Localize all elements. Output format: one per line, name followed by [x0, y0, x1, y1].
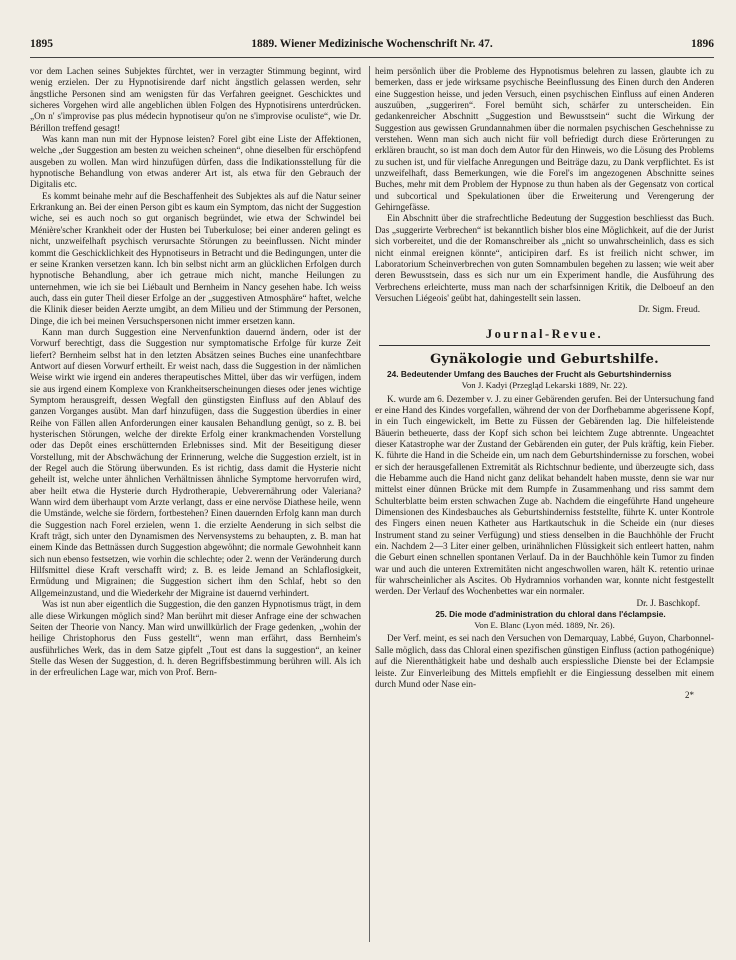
- paragraph: Es kommt beinahe mehr auf die Beschaffenheit des Subjektes als auf die Natur seiner Erkrankung an. Bei der einen Person gibt es kaum ein Symptom, das nicht der Suggestion wiche, sei es auch noch so gut organisch begründet, wie etwa der Schwindel bei Ménière'scher Krankheit oder der Husten bei Tuberkulose; bei einer anderen gelingt es nicht, unzweifelhaft psychisch verursachte Störungen zu beeinflussen. Nicht minder kommt die Geschicklichkeit des Hypnotiseurs in Betracht und die Bedingungen, unter die er seine Kranken versetzen kann. Ich bin selbst nicht arm an glücklichen Erfolgen durch hypnotische Behandlung, aber ich getraue mich nicht, manche Heilungen zu unternehmen, wie ich sie bei Liébault und Bernheim in Nancy gesehen habe. Ich weiss auch, dass ein guter Theil dieser Erfolge an der „suggestiven Atmosphäre“ haftet, welche die Klinik dieser beiden Aerzte umgibt, an dem Milieu und der Stimmung der Personen, Dinge, die ich bei meinen Versuchspersonen nicht immer ersetzen kann.: [30, 190, 361, 326]
- article-signature: Dr. J. Baschkopf.: [636, 597, 700, 608]
- header-rule: [30, 57, 714, 58]
- article-heading: 24. Bedeutender Umfang des Bauches der Frucht als Geburtshinderniss: [387, 369, 672, 380]
- signature-mark: 2*: [685, 690, 694, 701]
- page-number-left: 1895: [30, 38, 53, 50]
- article-source: Von J. Kadyi (Przegląd Lekarski 1889, Nr. 22).: [461, 380, 628, 391]
- section-subtitle: Gynäkologie und Geburtshilfe.: [430, 351, 659, 367]
- paragraph: Kann man durch Suggestion eine Nervenfunktion dauernd ändern, oder ist der Vorwurf berechtigt, dass die Suggestion nur symptomatische Erfolge für kurze Zeit liefert? Bernheim selbst hat in den letzten Absätzen seines Buches eine unanfechtbare Antwort auf diesen Vorwurf ertheilt. Er weist nach, dass die Suggestion in der nämlichen Weise wirkt wie irgend ein anderes therapeutisches Mittel, über das wir verfügen, indem sie aus irgend einem Komplexe von Krankheitserscheinungen dieses oder jenes wichtige Symptom herausgreift, dessen Wegfall den günstigsten Einfluss auf den Ablauf des ganzen Vorganges ausübt. Man darf hinzufügen, dass die Suggestion überdies in einer Reihe von Fällen allen Anforderungen einer kausalen Behandlung genügt, so z. B. bei hysterischen Störungen, welche der direkte Erfolg einer krankmachenden Vorstellung oder das Depôt eines erschütternden Erlebnisses sind. Mit der Beseitigung dieser Vorstellung, mit der Abschwächung der Erinnerung, welche die Suggestion erzielt, ist in der Regel auch die Störung überwunden. Es ist richtig, dass damit die Hysterie nicht geheilt ist, welche unter ähnlichen Verhältnissen ähnliche Symptome hervorrufen wird, aber heilt etwa die Hysterie durch Hydrotherapie, Uebverernährung oder Valeriana? Wann wird dem überhaupt vom Arzte verlangt, dass er eine nervöse Diathese heile, wenn die Umstände, welche sie fördern, fortbestehen? Einen dauernden Erfolg kann man durch die Suggestion nach Forel erzielen, wenn 1. die erzielte Aenderung in sich selbst die Kraft trägt, sich unter den Dynamismen des Nervensystems zu behaupten, z. B. man hat einem Kinde das Bettnässen durch Suggestion abgewöhnt; die normale Gewohnheit kann sich nun ebenso festsetzen, wie vorhin die schlechte; oder 2. wenn der Veränderung durch Hilfsmittel diese Kraft verschafft wird; z. B. es leide Jemand an Schlaflosigkeit, Ermüdung und Migrainen; die Suggestion sichert ihm den Schlaf, hebt so den Allgemeinzustand, und die Wiederkehr der Migraine ist dauernd verhindert.: [30, 326, 361, 598]
- column-divider: [369, 66, 370, 942]
- author-signature: Dr. Sigm. Freud.: [638, 304, 700, 315]
- page-header: [30, 38, 714, 56]
- section-title: Journal-Revue.: [485, 326, 604, 341]
- paragraph: Ein Abschnitt über die strafrechtliche Bedeutung der Suggestion beschliesst das Buch. Das „suggerirte Verbrechen“ ist bekanntlich bisher blos eine Möglichkeit, auf die der Jurist sich vorbereitet, und die der Romanschreiber als „nicht so unwahrscheinlich, dass es sich nicht einmal ereignen könnte“, anticipiren darf. Es ist freilich nicht schwer, im Laboratorium Scheinverbrechen von guten Somnambulen begehen zu lassen; wie weit aber deren Bewusstsein, dass es sich nur um ein Experiment handle, die Ausführung des Verbrechens erleichterte, muss man nach der scharfsinnigen Kritik, die Delboeuf an den Versuchen Liégeois' geübt hat, dahingestellt sein lassen.: [375, 213, 714, 303]
- paragraph: K. wurde am 6. Dezember v. J. zu einer Gebärenden gerufen. Bei der Untersuchung fand er eine Hand des Kindes vorgefallen, während der von der Dorfhebamme abgerissene Kopf, in ein Tuch eingewickelt, im Bette zu Füssen der Gebärenden lag. Die hilfeleistende Bäuerin betheuerte, dass der Kopf sich schon bei leichtem Zuge abtrennte. Ungeachtet dieser Katastrophe war der Zustand der Gebärenden ein guter, der Puls kräftig, kein Fieber. K. führte die Hand in die Scheide ein, um nach dem Geburtshindernisse zu forschen, wobei er sich der herausgefallenen Extremität als Richtschnur bediente, und überzeugte sich, dass die Hebamme auch die Hand nicht ganz delikat behandelt haben musste, denn sie war nur mittelst einer dünnen Brücke mit dem Rumpfe in Zusammenhang und riss sammt dem Schulterblatte beim ersten schwachen Zuge ab. Nachdem die eingeführte Hand ungeheure Dimensionen des Kindesbauches als Geburtshinderniss feststellte, führte K. unter Kontrole des Fingers einen neuen Katheter aus Hartkautschuk in die Scheide ein (nur dieses Instrument stand zu seiner Verfügung) und stiess denselben in die Bauchhöhle der Frucht ein. Nachdem 2—3 Liter einer gelben, urinähnlichen Flüssigkeit sich entleert hatten, nahm die Geburt einen schnellen spontanen Verlauf. Da in der Bauchhöhle kein Tumor zu finden war und auch die unteren Extremitäten nicht angeschwollen waren, hält K. retentio urinae für wahrscheinlicher als Ascites. Ob Hydramnios vorhanden war, konnte nicht festgestellt werden. Der Verlauf des Wochenbettes war ein normaler.: [375, 393, 714, 597]
- article-source: Von E. Blanc (Lyon méd. 1889, Nr. 26).: [474, 620, 615, 631]
- paragraph: Was kann man nun mit der Hypnose leisten? Forel gibt eine Liste der Affektionen, welche „der Suggestion am besten zu weichen scheinen“, ohne dieselben für erschöpfend ausgeben zu wollen. Man wird hinzufügen dürfen, dass die Indikationsstellung für die hypnotische Behandlung von etwas anderer Art ist, als etwa für den Gebrauch der Digitalis etc.: [30, 134, 361, 190]
- paragraph: Was ist nun aber eigentlich die Suggestion, die den ganzen Hypnotismus trägt, in dem alle diese Wirkungen möglich sind? Man berührt mit dieser Anfrage eine der schwachen Seiten der Theorie von Nancy. Man wird unwillkürlich der Frage gedenken, „wohin der heilige Christophorus den Fuss gestellt“, wenn man erfährt, dass Bernheim's ausführliches Werk, das in dem Satze gipfelt „Tout est dans la suggestion“, an keiner Stelle das Wesen der Suggestion, d. h. deren Begriffsbestimmung berühren will. Als ich in der erfreulichen Lage war, mich von Prof. Bern-: [30, 599, 361, 678]
- right-column: [375, 66, 714, 950]
- left-column: [30, 66, 361, 950]
- paragraph: heim persönlich über die Probleme des Hypnotismus belehren zu lassen, glaubte ich zu bemerken, dass er jede wirksame psychische Beeinflussung des Einen durch den Anderen eine Suggestion heisse, und jeden Versuch, einen psychischen Einfluss auf einen Anderen auszuüben, „suggeriren“. Forel bemüht sich, schärfer zu unterscheiden. Ein gedankenreicher Abschnitt „Suggestion und Bewusstsein“ sucht die Wirkung der Suggestion aus gewissen Grundannahmen über die normalen psychischen Geschehnisse zu verstehen. Wenn man sich auch nicht für voll befriedigt durch diese Erörterungen zu erklären braucht, so ist man doch dem Autor für den Hinweis, wo die Lösung des Problems zu suchen ist, und für vielfache Anregungen und Beiträge dazu, zu Dank verpflichtet. Es ist unzweifelhaft, dass Bemerkungen, wie die Forel's im angezogenen Abschnitte seines Buches, mehr mit dem Problem der Hypnose zu thun haben als der Gegensatz von cortical und subcortical und Spekulationen über die Erweiterung und Verengerung der Gehirngefässe.: [375, 66, 714, 213]
- page-number-right: 1896: [691, 38, 714, 50]
- journal-title: 1889. Wiener Medizinische Wochenschrift Nr. 47.: [251, 38, 493, 50]
- paragraph: vor dem Lachen seines Subjektes fürchtet, wer in verzagter Stimmung beginnt, wird wenig erzielen. Der zu Hypnotisirende darf nicht ängstlich gelassen werden, sehr ängstliche Personen sind am wenigsten für das Verfahren geeignet. Geschicktes und sicheres Vorgehen wird alle angeblichen üblen Folgen des Hypnotisirens unterdrücken. „On n' s'improvise pas plus médecin hypnotiseur qu'on ne s'improvise oculiste“, wie Dr. Bérillon treffend gesagt!: [30, 66, 361, 133]
- section-rule: [379, 345, 710, 346]
- paragraph: Der Verf. meint, es sei nach den Versuchen von Demarquay, Labbé, Guyon, Charbonnel-Salle möglich, dass das Chloral einen spezifischen günstigen Einfluss (action pathogénique) auf die Nierenthätigkeit habe und deshalb auch erspiessliche Dienste bei der Eclampsie leiste. Zur Einverleibung des Mittels empfiehlt er die Eingiessung desselben mit einem durch Mund oder Nase ein-: [375, 633, 714, 689]
- article-heading: 25. Die mode d'administration du chloral dans l'éclampsie.: [435, 609, 666, 620]
